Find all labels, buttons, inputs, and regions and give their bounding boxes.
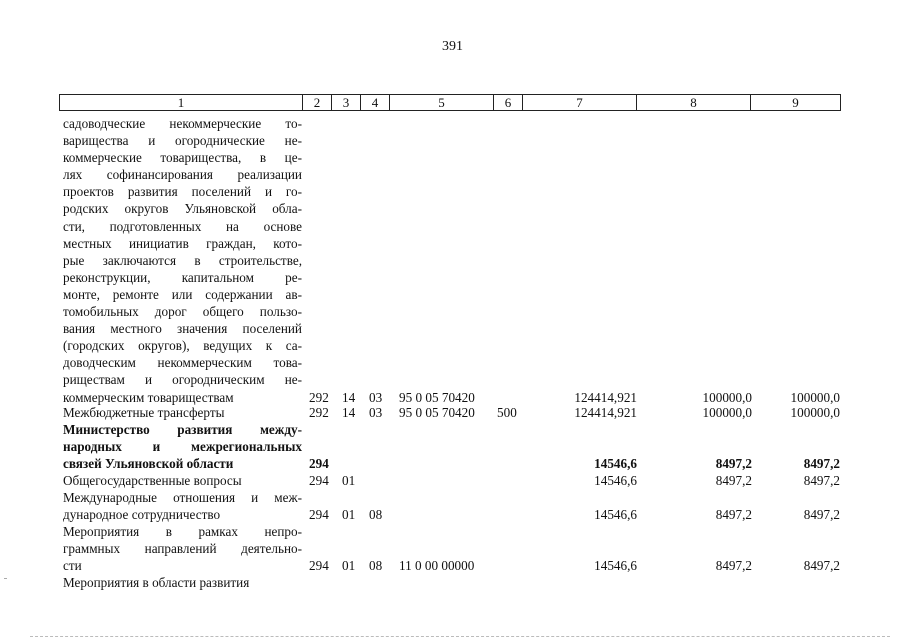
header-col-2: 2	[303, 95, 332, 111]
description-line: риществам и огородническим не-	[63, 372, 302, 388]
header-col-9: 9	[751, 95, 841, 111]
description-line: связей Ульяновской области	[63, 456, 234, 472]
cell-c2: 294	[309, 473, 329, 488]
description-line: сти	[63, 558, 82, 574]
cell-c7: 124414,921	[574, 405, 637, 420]
description-line: местных инициатив граждан, кото-	[63, 235, 302, 251]
cell-c3: 01	[342, 507, 356, 523]
cell-c4: 03	[369, 405, 383, 420]
description-line: Межбюджетные трансферты	[63, 405, 225, 420]
description-line: реконструкции, капитальном ре-	[63, 269, 302, 285]
cell-c9: 8497,2	[803, 473, 840, 488]
cell-c4: 03	[369, 389, 383, 405]
description-line: монте, ремонте или содержании ав-	[63, 286, 302, 302]
cell-c7: 14546,6	[594, 558, 637, 574]
cell-c5: 11 0 00 00000	[399, 558, 475, 574]
description-line: варищества и огороднические не-	[63, 133, 302, 149]
cell-c7: 14546,6	[594, 507, 637, 523]
cell-c4: 08	[369, 558, 383, 574]
description-line: садоводческие некоммерческие то-	[63, 116, 302, 131]
cell-c2: 292	[309, 389, 329, 405]
cell-c2: 294	[309, 456, 329, 472]
header-col-7: 7	[523, 95, 637, 111]
description-line: Международные отношения и меж-	[63, 490, 302, 505]
description-line: (городских округов), ведущих к са-	[63, 338, 302, 354]
cell-c3: 01	[342, 558, 356, 574]
description-line: рые заключаются в строительстве,	[63, 252, 302, 268]
cell-c5: 95 0 05 70420	[399, 405, 475, 420]
description-line: дународное сотрудничество	[63, 507, 221, 523]
scan-mark	[4, 578, 7, 579]
cell-c2: 294	[309, 507, 329, 523]
table-row-values	[0, 404, 905, 421]
column-number-header	[59, 94, 841, 111]
table-row-values	[0, 506, 905, 523]
cell-c8: 100000,0	[702, 405, 752, 420]
cell-c8: 8497,2	[715, 456, 752, 472]
cell-c7: 124414,921	[574, 389, 637, 405]
cell-c3: 14	[342, 405, 356, 420]
description-line: коммерческим товариществам	[63, 389, 234, 405]
header-col-5: 5	[390, 95, 494, 111]
cell-c8: 8497,2	[715, 473, 752, 488]
cell-c7: 14546,6	[594, 473, 637, 488]
description-line: Общегосударственные вопросы	[63, 473, 242, 488]
table-row-values	[0, 557, 905, 574]
header-col-6: 6	[494, 95, 523, 111]
cell-c9: 100000,0	[790, 405, 840, 420]
table-row-values	[0, 574, 905, 591]
header-col-8: 8	[637, 95, 751, 111]
cell-c7: 14546,6	[594, 456, 637, 472]
cell-c9: 100000,0	[790, 389, 840, 405]
cell-c2: 292	[309, 405, 329, 420]
cell-c9: 8497,2	[803, 456, 840, 472]
cell-c5: 95 0 05 70420	[399, 389, 475, 405]
description-line: проектов развития поселений и го-	[63, 184, 302, 200]
page-number: 391	[442, 39, 463, 54]
table-row-values	[0, 472, 905, 489]
description-line: томобильных дорог общего пользо-	[63, 304, 302, 320]
cell-c2: 294	[309, 558, 329, 574]
header-col-1: 1	[60, 95, 303, 111]
row-description	[63, 115, 302, 406]
cell-c8: 8497,2	[715, 507, 752, 523]
cell-c8: 100000,0	[702, 389, 752, 405]
header-col-3: 3	[332, 95, 361, 111]
description-line: вания местного значения поселений	[63, 321, 302, 337]
cell-c4: 08	[369, 507, 383, 523]
description-line: родских округов Ульяновской обла-	[63, 201, 302, 217]
description-line: Мероприятия в области развития	[63, 575, 250, 590]
description-line: сти, подготовленных на основе	[63, 218, 302, 234]
cell-c3: 14	[342, 389, 356, 405]
cell-c6: 500	[497, 405, 517, 420]
cell-c8: 8497,2	[715, 558, 752, 574]
bottom-scan-line	[30, 636, 890, 637]
description-line: лях софинансирования реализации	[63, 167, 302, 183]
cell-c3: 01	[342, 473, 356, 488]
cell-c9: 8497,2	[803, 507, 840, 523]
description-line: Министерство развития между-	[63, 422, 302, 437]
description-line: народных и межрегиональных	[63, 439, 302, 455]
description-line: граммных направлений деятельно-	[63, 541, 302, 557]
description-line: доводческим некоммерческим това-	[63, 355, 302, 371]
cell-c9: 8497,2	[803, 558, 840, 574]
description-line: Мероприятия в рамках непро-	[63, 524, 302, 539]
table-row-values	[0, 455, 905, 472]
description-line: коммерческие товарищества, в це-	[63, 150, 302, 166]
header-col-4: 4	[361, 95, 390, 111]
